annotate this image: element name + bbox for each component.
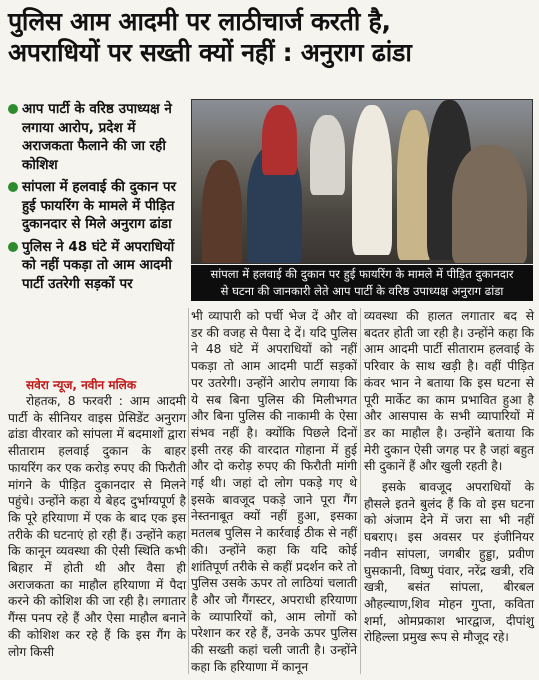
bullet-dot-icon bbox=[8, 242, 18, 252]
photo-person bbox=[452, 145, 527, 264]
bullet-dot-icon bbox=[8, 104, 18, 114]
column-divider bbox=[360, 308, 361, 674]
news-photo bbox=[191, 99, 533, 264]
article-paragraph: इसके बावजूद अपराधियों के हौसले इतने बुलंद हैं कि वो इस घटना को अंजाम देने में जरा सा भी नहीं घबराए। इस अवसर पर इंजीनियर नवीन सांपला, जगबीर हुड्डा, प्रवीण घुसकानी, विष्णु पंवार, नरेंद्र खत्री, रवि खत्री, बसंत सांपला, बीरबल औहल्याण,शिव मोहन गुप्ता, कविता शर्मा, ओमप्रकाश भारद्वाज, दीपांशु रोहिल्ला प्रमुख रूप से मौजूद रहे। bbox=[364, 480, 534, 645]
photo-person bbox=[310, 115, 345, 195]
byline: सवेरा न्यूज, नवीन मलिक bbox=[26, 378, 137, 392]
column-divider bbox=[188, 308, 189, 674]
highlight-item: आप पार्टी के वरिष्ठ उपाध्यक्ष ने लगाया आरोप, प्रदेश में अराजकता फैलाने की जा रही कोशिश bbox=[8, 100, 188, 174]
article-column-3 bbox=[364, 308, 534, 646]
headline-line-2: अपराधियों पर सख्ती क्यों नहीं : अनुराग ढांडा bbox=[8, 38, 412, 67]
photo-caption: सांपला में हलवाई की दुकान पर हुई फायरिंग के मामले में पीड़ित दुकानदार से घटना की जानकारी लेते आप पार्टी के वरिष्ठ उपाध्यक्ष अनुराग ढांडा bbox=[191, 265, 533, 301]
headline bbox=[8, 6, 534, 68]
article-column-2 bbox=[191, 308, 357, 675]
photo-person bbox=[202, 160, 242, 264]
photo-person bbox=[262, 105, 297, 175]
highlights-list bbox=[8, 100, 188, 297]
article-paragraph: व्यवस्था की हालत लगातार बद से बदतर होती जा रही है। उन्होंने कहा कि आम आदमी पार्टी सीताराम हलवाई के परिवार के साथ खड़ी है। वहीं पीड़ित कंवर भान ने बताया कि इस घटना से पूरी मार्केट का काम प्रभावित हुआ है और आसपास के सभी व्यापारियों में डर का माहौल है। उन्होंने बताया कि मेरी दुकान ऐसी जगह पर है जहां बहुत सी दुकानें हैं और खुली रहती है। bbox=[364, 309, 534, 474]
bullet-dot-icon bbox=[8, 182, 18, 192]
photo-person bbox=[352, 105, 392, 255]
highlight-item: पुलिस ने 48 घंटे में अपराधियों को नहीं पकड़ा तो आम आदमी पार्टी उतरेगी सड़कों पर bbox=[8, 238, 188, 294]
article-column-1 bbox=[8, 393, 186, 660]
highlight-item: सांपला में हलवाई की दुकान पर हुई फायरिंग के मामले में पीड़ित दुकानदार से मिले अनुराग ढांडा bbox=[8, 178, 188, 234]
article-paragraph: रोहतक, 8 फरवरी : आम आदमी पार्टी के सीनियर वाइस प्रेसिडेंट अनुराग ढांडा वीरवार को सांपला में बदमाशों द्वारा सीताराम हलवाई दुकान के बाहर फायरिंग कर एक करोड़ रुपए की फिरौती मांगने के पीड़ित दुकानदार से मिलने पहुंचे। उन्होंने कहा ये बेहद दुर्भाग्यपूर्ण है कि पूरे हरियाणा में एक के बाद एक इस तरीके की घटनाएं हो रही हैं। उन्होंने कहा कि कानून व्यवस्था की ऐसी स्थिति कभी बिहार में होती थी और वैसा ही अराजकता का माहौल हरियाणा में पैदा करने की कोशिश की जा रही है। लगातार गैंग्स पनप रहे हैं और ऐसा माहौल बनाने की कोशिश कर रहे हैं कि इस गैंग के लोग किसी bbox=[8, 394, 186, 659]
headline-line-1: पुलिस आम आदमी पर लाठीचार्ज करती है, bbox=[8, 7, 391, 36]
article-paragraph: भी व्यापारी को पर्ची भेज दें और वो डर की वजह से पैसा दे दें। यदि पुलिस ने 48 घंटे में अपराधियों को नहीं पकड़ा तो आम आदमी पार्टी सड़कों पर उतरेगी। उन्होंने आरोप लगाया कि ये सब बिना पुलिस की मिलीभगत और बिना पुलिस की नाकामी के ऐसा संभव नहीं है। क्योंकि पिछले दिनों इसी तरह की वारदात गोहाना में हुई और दो करोड़ रुपए की फिरौती मांगी गई थी। जहां दो लोग पकड़े गए थे इसके बावजूद पकड़े जाने पूरा गैंग नेस्तनाबूत क्यों नहीं हुआ, इसका मतलब पुलिस ने कार्रवाई ठीक से नहीं की। उन्होंने कहा कि यदि कोई शांतिपूर्ण तरीके से कहीं प्रदर्शन करे तो पुलिस उसके ऊपर तो लाठियां चलाती है और जो गैंगस्टर, अपराधी हरियाणा के व्यापारियों को, आम लोगों को परेशान कर रहे हैं, उनके ऊपर पुलिस की सख्ती कहां चली जाती है। उन्होंने कहा कि हरियाणा में कानून bbox=[191, 309, 357, 674]
